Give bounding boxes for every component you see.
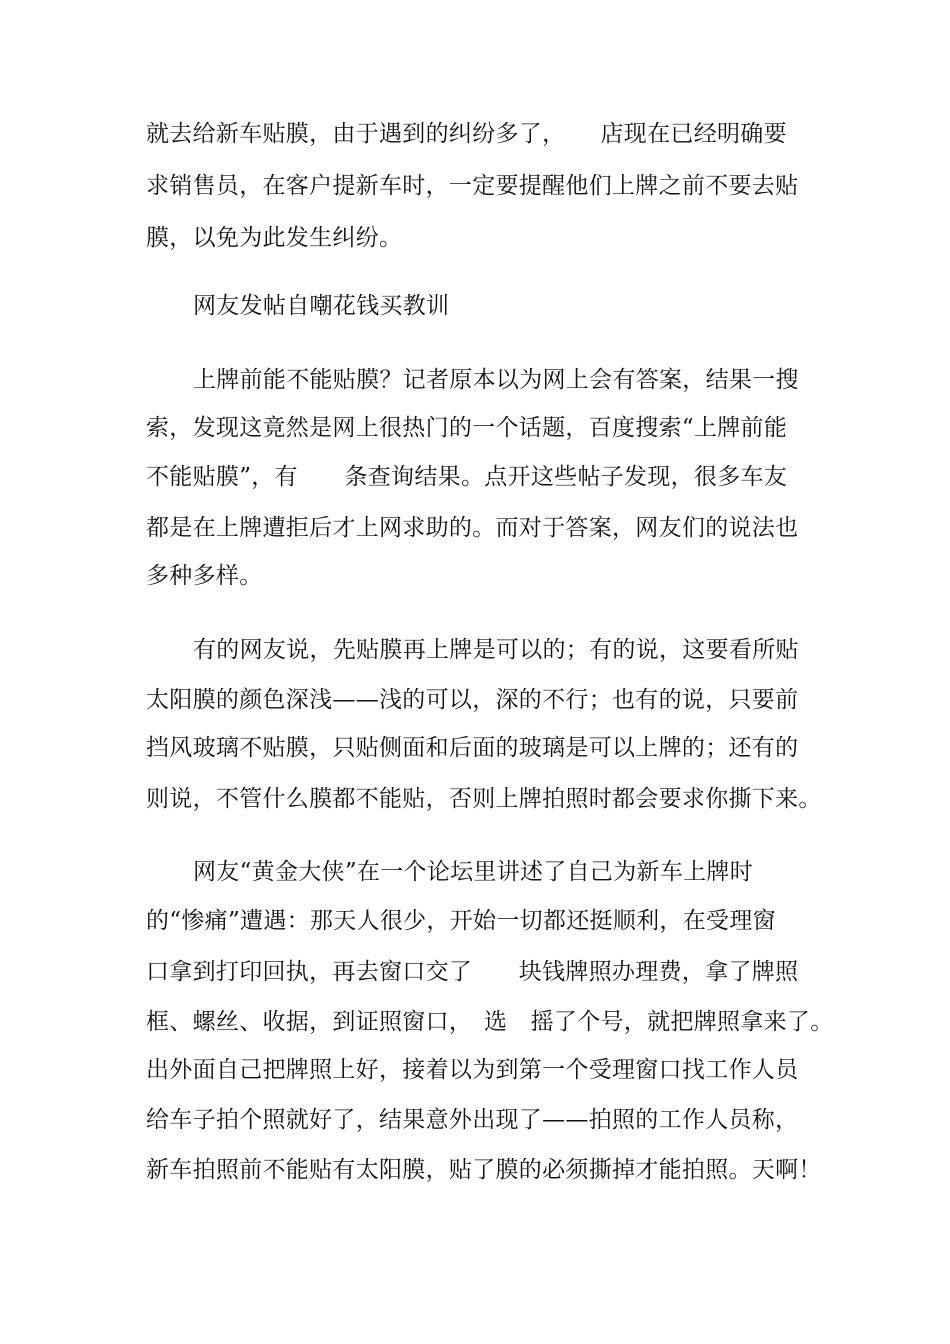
paragraph-line: 太阳膜的颜色深浅——浅的可以，深的不行；也有的说，只要前 bbox=[146, 687, 799, 713]
paragraph-line: 出外面自己把牌照上好，接着以为到第一个受理窗口找工作人员 bbox=[146, 1057, 799, 1083]
paragraph-line: 有的网友说，先贴膜再上牌是可以的；有的说，这要看所贴 bbox=[193, 637, 799, 663]
paragraph-line: 新车拍照前不能贴有太阳膜，贴了膜的必须撕掉才能拍照。天啊！ bbox=[146, 1157, 822, 1183]
paragraph-line: 上牌前能不能贴膜？记者原本以为网上会有答案，结果一搜 bbox=[193, 367, 799, 393]
paragraph-line: 的“惨痛”遭遇：那天人很少，开始一切都还挺顺利，在受理窗 bbox=[146, 908, 776, 934]
paragraph-line: 框、螺丝、收据，到证照窗口， 选 摇了个号，就把牌照拿来了。 bbox=[146, 1009, 834, 1035]
paragraph-line: 索，发现这竟然是网上很热门的一个话题，百度搜索“上牌前能 bbox=[146, 415, 788, 441]
section-heading: 网友发帖自嘲花钱买教训 bbox=[193, 293, 450, 319]
paragraph-line: 网友“黄金大侠”在一个论坛里讲述了自己为新车上牌时 bbox=[193, 859, 754, 885]
paragraph-line: 求销售员，在客户提新车时，一定要提醒他们上牌之前不要去贴 bbox=[146, 173, 799, 199]
paragraph-line: 膜，以免为此发生纠纷。 bbox=[146, 225, 403, 251]
paragraph-line: 都是在上牌遭拒后才上网求助的。而对于答案，网友们的说法也 bbox=[146, 515, 799, 541]
paragraph-line: 口拿到打印回执，再去窗口交了 块钱牌照办理费，拿了牌照 bbox=[146, 959, 799, 985]
paragraph-line: 则说，不管什么膜都不能贴，否则上牌拍照时都会要求你撕下来。 bbox=[146, 786, 822, 812]
paragraph-line: 给车子拍个照就好了，结果意外出现了——拍照的工作人员称， bbox=[146, 1107, 799, 1133]
paragraph-line: 不能贴膜”，有 条查询结果。点开这些帖子发现，很多车友 bbox=[146, 464, 788, 490]
paragraph-line: 多种多样。 bbox=[146, 563, 263, 589]
paragraph-line: 挡风玻璃不贴膜，只贴侧面和后面的玻璃是可以上牌的；还有的 bbox=[146, 735, 799, 761]
paragraph-line: 就去给新车贴膜，由于遇到的纠纷多了， 店现在已经明确要 bbox=[146, 121, 787, 147]
